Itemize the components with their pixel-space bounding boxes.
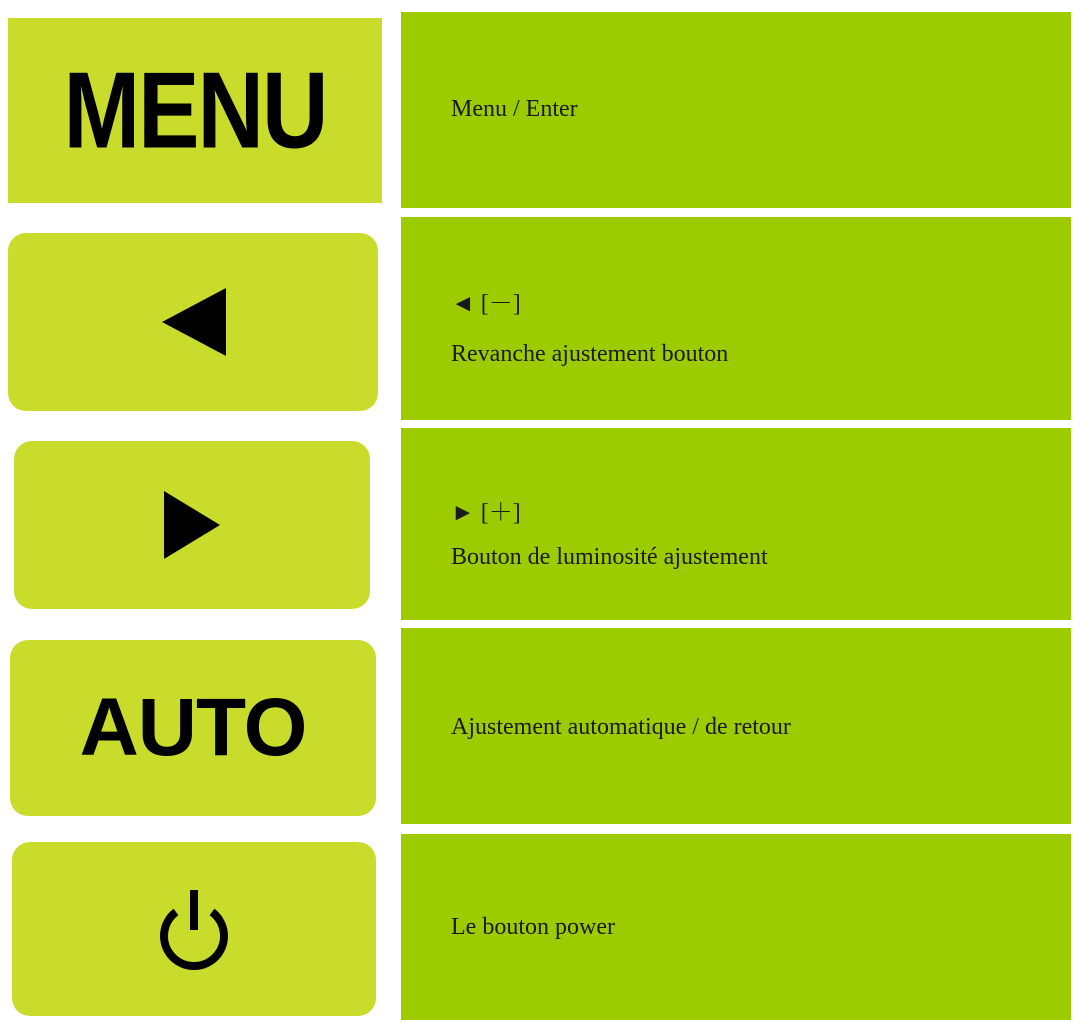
right-key-label: ► [＋] [451, 500, 521, 526]
auto-button-label: AUTO [79, 682, 307, 773]
menu-button[interactable] [8, 18, 382, 203]
right-description-text: Bouton de luminosité ajustement [451, 544, 768, 570]
menu-description-panel [401, 12, 1071, 208]
auto-description-panel [401, 628, 1071, 824]
power-description-panel [401, 834, 1071, 1020]
left-description-text: Revanche ajustement bouton [451, 341, 729, 367]
power-icon [154, 884, 234, 974]
left-button[interactable] [8, 233, 378, 411]
right-button[interactable] [14, 441, 370, 609]
left-description-panel [401, 217, 1071, 420]
menu-description-text: Menu / Enter [451, 96, 578, 122]
left-key-label: ◄ [－] [451, 291, 521, 317]
menu-button-label: MENU [63, 50, 327, 171]
auto-button[interactable] [10, 640, 376, 816]
power-description-text: Le bouton power [451, 914, 615, 940]
right-triangle-icon [162, 487, 222, 563]
left-triangle-icon [158, 282, 228, 362]
power-button[interactable] [12, 842, 376, 1016]
right-description-panel [401, 428, 1071, 620]
auto-description-text: Ajustement automatique / de retour [451, 714, 791, 740]
